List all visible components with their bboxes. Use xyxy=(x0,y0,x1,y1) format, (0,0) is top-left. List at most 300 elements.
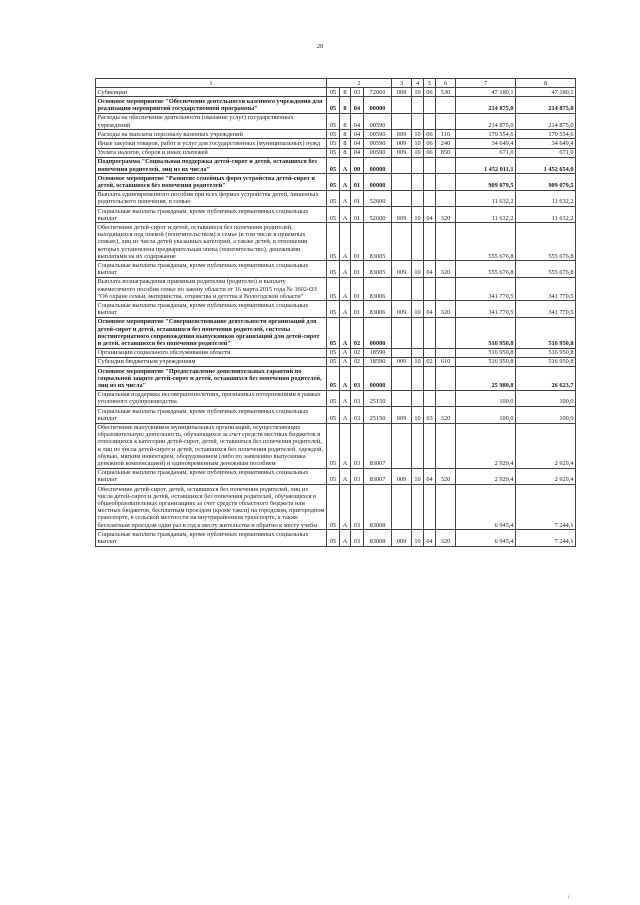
subsection-code-cell: 02 xyxy=(424,357,436,366)
subprogram-code-cell: А xyxy=(340,301,351,317)
table-row xyxy=(96,277,576,301)
subsection-code-cell: 03 xyxy=(424,407,436,423)
column-header: 3 xyxy=(392,79,412,88)
subprogram-code-cell: А xyxy=(340,317,351,348)
amount-year-1-cell: 25 980,8 xyxy=(456,367,516,391)
amount-year-1-cell: 11 632,2 xyxy=(456,190,516,206)
program-code-cell: 05 xyxy=(327,301,340,317)
section-code-cell: 10 xyxy=(412,261,424,277)
subprogram-code-cell: А xyxy=(340,530,351,546)
expense-type-code-cell: 320 xyxy=(436,301,456,317)
department-code-cell: 009 xyxy=(392,407,412,423)
program-code-cell: 05 xyxy=(327,407,340,423)
page-number: 20 xyxy=(316,43,324,50)
program-code-cell: 05 xyxy=(327,190,340,206)
department-code-cell xyxy=(392,423,412,468)
subsection-code-cell xyxy=(424,367,436,391)
table-row xyxy=(96,317,576,348)
direction-code-cell: 00000 xyxy=(364,367,392,391)
amount-year-2-cell: 100,0 xyxy=(516,407,576,423)
subprogram-code-cell: А xyxy=(340,207,351,223)
expense-type-code-cell xyxy=(436,390,456,406)
table-row xyxy=(96,148,576,157)
measure-code-cell: 01 xyxy=(351,277,364,301)
subsection-code-cell xyxy=(424,348,436,357)
amount-year-2-cell: 1 452 654,0 xyxy=(516,157,576,173)
program-code-cell: 05 xyxy=(327,207,340,223)
column-header: 5 xyxy=(424,79,436,88)
department-code-cell xyxy=(392,277,412,301)
section-code-cell xyxy=(412,97,424,113)
department-code-cell xyxy=(392,317,412,348)
department-code-cell: 009 xyxy=(392,148,412,157)
amount-year-1-cell: 2 929,4 xyxy=(456,423,516,468)
direction-code-cell: 25150 xyxy=(364,390,392,406)
expense-type-code-cell xyxy=(436,317,456,348)
amount-year-2-cell: 2 929,4 xyxy=(516,468,576,484)
subsection-code-cell xyxy=(424,485,436,530)
direction-code-cell: 83006 xyxy=(364,301,392,317)
amount-year-1-cell: 555 676,8 xyxy=(456,223,516,261)
amount-year-1-cell: 47 180,1 xyxy=(456,88,516,97)
amount-year-2-cell: 516 950,8 xyxy=(516,348,576,357)
name-cell: Социальные выплаты гражданам, кроме публичных нормативных социальных выплат xyxy=(96,301,327,317)
name-cell: Расходы на обеспечение деятельности (оказание услуг) государственных учреждений xyxy=(96,113,327,129)
amount-year-1-cell: 214 875,0 xyxy=(456,113,516,129)
program-code-cell: 05 xyxy=(327,139,340,148)
amount-year-2-cell: 179 554,6 xyxy=(516,130,576,139)
subprogram-code-cell: А xyxy=(340,390,351,406)
measure-code-cell: 02 xyxy=(351,317,364,348)
department-code-cell xyxy=(392,190,412,206)
table-row xyxy=(96,223,576,261)
budget-table xyxy=(95,78,576,547)
section-code-cell: 10 xyxy=(412,357,424,366)
direction-code-cell: 18590 xyxy=(364,348,392,357)
subsection-code-cell xyxy=(424,277,436,301)
department-code-cell: 009 xyxy=(392,530,412,546)
subsection-code-cell xyxy=(424,157,436,173)
direction-code-cell: 00000 xyxy=(364,97,392,113)
subsection-code-cell xyxy=(424,190,436,206)
table-row xyxy=(96,261,576,277)
expense-type-code-cell xyxy=(436,423,456,468)
section-code-cell xyxy=(412,190,424,206)
amount-year-2-cell: 671,0 xyxy=(516,148,576,157)
subprogram-code-cell: 8 xyxy=(340,97,351,113)
department-code-cell: 009 xyxy=(392,357,412,366)
direction-code-cell: 83008 xyxy=(364,530,392,546)
column-header: 8 xyxy=(516,79,576,88)
expense-type-code-cell: 320 xyxy=(436,207,456,223)
expense-type-code-cell: 320 xyxy=(436,530,456,546)
program-code-cell: 05 xyxy=(327,261,340,277)
section-code-cell xyxy=(412,223,424,261)
subprogram-code-cell: А xyxy=(340,223,351,261)
table-row xyxy=(96,485,576,530)
name-cell: Организации социального обслуживания области xyxy=(96,348,327,357)
section-code-cell xyxy=(412,277,424,301)
table-row xyxy=(96,97,576,113)
table-row xyxy=(96,174,576,190)
amount-year-1-cell: 555 676,8 xyxy=(456,261,516,277)
subprogram-code-cell: А xyxy=(340,174,351,190)
subprogram-code-cell: 8 xyxy=(340,88,351,97)
name-cell: Выплата вознаграждения приемным родителям (родителю) и выплату ежемесячного пособия семье по закону области от 16 марта 2015 года № 3602-ОЗ "Об охране семьи, материнства, отцовства и детства в Вологодской области" xyxy=(96,277,327,301)
measure-code-cell: 03 xyxy=(351,423,364,468)
measure-code-cell: 01 xyxy=(351,261,364,277)
name-cell: Социальные выплаты гражданам, кроме публичных нормативных социальных выплат xyxy=(96,468,327,484)
measure-code-cell: 03 xyxy=(351,468,364,484)
direction-code-cell: 00590 xyxy=(364,130,392,139)
section-code-cell xyxy=(412,174,424,190)
direction-code-cell: 00590 xyxy=(364,113,392,129)
department-code-cell: 009 xyxy=(392,88,412,97)
expense-type-code-cell: 530 xyxy=(436,88,456,97)
expense-type-code-cell xyxy=(436,223,456,261)
subsection-code-cell: 06 xyxy=(424,130,436,139)
direction-code-cell: 18590 xyxy=(364,357,392,366)
subsection-code-cell: 06 xyxy=(424,139,436,148)
direction-code-cell: 52600 xyxy=(364,207,392,223)
measure-code-cell: 03 xyxy=(351,390,364,406)
subsection-code-cell xyxy=(424,174,436,190)
program-code-cell: 05 xyxy=(327,468,340,484)
measure-code-cell: 02 xyxy=(351,357,364,366)
department-code-cell xyxy=(392,97,412,113)
subprogram-code-cell: А xyxy=(340,157,351,173)
name-cell: Социальные выплаты гражданам, кроме публичных нормативных социальных выплат xyxy=(96,207,327,223)
expense-type-code-cell: 610 xyxy=(436,357,456,366)
amount-year-1-cell: 6 945,4 xyxy=(456,530,516,546)
department-code-cell: 009 xyxy=(392,139,412,148)
amount-year-1-cell: 671,0 xyxy=(456,148,516,157)
table-row xyxy=(96,468,576,484)
amount-year-2-cell: 7 244,1 xyxy=(516,485,576,530)
amount-year-2-cell: 11 632,2 xyxy=(516,207,576,223)
table-row xyxy=(96,367,576,391)
section-code-cell xyxy=(412,157,424,173)
department-code-cell xyxy=(392,113,412,129)
amount-year-1-cell: 516 950,8 xyxy=(456,348,516,357)
department-code-cell: 009 xyxy=(392,468,412,484)
amount-year-1-cell: 100,0 xyxy=(456,407,516,423)
table-row xyxy=(96,530,576,546)
subsection-code-cell xyxy=(424,423,436,468)
name-cell: Основное мероприятие "Обеспечение деятельности казенного учреждения для реализации мероприятий государственной программы" xyxy=(96,97,327,113)
section-code-cell xyxy=(412,485,424,530)
department-code-cell xyxy=(392,485,412,530)
direction-code-cell: 00000 xyxy=(364,174,392,190)
department-code-cell xyxy=(392,174,412,190)
amount-year-2-cell: 214 875,0 xyxy=(516,113,576,129)
amount-year-1-cell: 341 770,5 xyxy=(456,277,516,301)
program-code-cell: 05 xyxy=(327,157,340,173)
table-row xyxy=(96,139,576,148)
direction-code-cell: 83006 xyxy=(364,277,392,301)
direction-code-cell: 52600 xyxy=(364,190,392,206)
section-code-cell xyxy=(412,113,424,129)
table-row xyxy=(96,207,576,223)
measure-code-cell: 01 xyxy=(351,207,364,223)
amount-year-2-cell: 555 676,8 xyxy=(516,223,576,261)
expense-type-code-cell xyxy=(436,190,456,206)
subsection-code-cell: 04 xyxy=(424,530,436,546)
expense-type-code-cell xyxy=(436,367,456,391)
amount-year-1-cell: 6 945,4 xyxy=(456,485,516,530)
program-code-cell: 05 xyxy=(327,130,340,139)
section-code-cell: 10 xyxy=(412,88,424,97)
amount-year-2-cell: 909 079,5 xyxy=(516,174,576,190)
expense-type-code-cell xyxy=(436,277,456,301)
column-header: 2 xyxy=(327,79,392,88)
table-row xyxy=(96,301,576,317)
expense-type-code-cell xyxy=(436,113,456,129)
department-code-cell: 009 xyxy=(392,261,412,277)
measure-code-cell: 03 xyxy=(351,485,364,530)
subprogram-code-cell: 8 xyxy=(340,130,351,139)
name-cell: Обеспечение выпускников муниципальных организаций, осуществляющих образовательную деятельность, обучающихся за счет средств местных бюджетов и относящихся к категории детей-сирот, детей, оставшихся без попечения родителей, и лиц из числа детей-сирот и детей, оставшихся без попечения родителей, одеждой, обувью, мягким инвентарем, оборудованием (либо по заявлению выпускника денежной компенсацией) и единовременным денежным пособием xyxy=(96,423,327,468)
expense-type-code-cell xyxy=(436,174,456,190)
measure-code-cell: 01 xyxy=(351,223,364,261)
table-row xyxy=(96,407,576,423)
table-row xyxy=(96,130,576,139)
direction-code-cell: 83008 xyxy=(364,485,392,530)
subprogram-code-cell: А xyxy=(340,423,351,468)
subsection-code-cell xyxy=(424,97,436,113)
section-code-cell: 10 xyxy=(412,207,424,223)
subprogram-code-cell: А xyxy=(340,190,351,206)
name-cell: Субсидии бюджетным учреждениям xyxy=(96,357,327,366)
expense-type-code-cell: 320 xyxy=(436,468,456,484)
section-code-cell: 10 xyxy=(412,468,424,484)
amount-year-1-cell: 179 554,6 xyxy=(456,130,516,139)
section-code-cell: 10 xyxy=(412,148,424,157)
subprogram-code-cell: А xyxy=(340,357,351,366)
column-header: 6 xyxy=(436,79,456,88)
name-cell: Обеспечение детей-сирот, детей, оставшихся без попечения родителей, лиц из числа детей-сирот и детей, оставшихся без попечения родителей, обучающихся в общеобразовательных организациях за счет средств областного бюджета или местных бюджетов, бесплатным проездом (кроме такси) на городском, пригородном транспорте, в сельской местности на внутрирайонном транспорте, а также бесплатным проездом один раз в год к месту жительства и обратно к месту учебы xyxy=(96,485,327,530)
table-row xyxy=(96,357,576,366)
subprogram-code-cell: 8 xyxy=(340,148,351,157)
name-cell: Субвенции xyxy=(96,88,327,97)
section-code-cell: 10 xyxy=(412,130,424,139)
expense-type-code-cell: 850 xyxy=(436,148,456,157)
direction-code-cell: 83007 xyxy=(364,468,392,484)
name-cell: Основное мероприятие "Развитие семейных форм устройства детей-сирот и детей, оставшихся без попечения родителей" xyxy=(96,174,327,190)
amount-year-1-cell: 34 649,4 xyxy=(456,139,516,148)
direction-code-cell: 83005 xyxy=(364,261,392,277)
column-header: 1 xyxy=(96,79,327,88)
name-cell: Социальные выплаты гражданам, кроме публичных нормативных социальных выплат xyxy=(96,530,327,546)
section-code-cell xyxy=(412,348,424,357)
program-code-cell: 05 xyxy=(327,485,340,530)
department-code-cell: 009 xyxy=(392,207,412,223)
subsection-code-cell: 04 xyxy=(424,468,436,484)
subsection-code-cell: 06 xyxy=(424,148,436,157)
program-code-cell: 05 xyxy=(327,174,340,190)
subprogram-code-cell: А xyxy=(340,367,351,391)
table-row xyxy=(96,390,576,406)
program-code-cell: 05 xyxy=(327,317,340,348)
amount-year-2-cell: 214 875,0 xyxy=(516,97,576,113)
expense-type-code-cell xyxy=(436,157,456,173)
direction-code-cell: 83007 xyxy=(364,423,392,468)
name-cell: Иные закупки товаров, работ и услуг для государственных (муниципальных) нужд xyxy=(96,139,327,148)
direction-code-cell: 72060 xyxy=(364,88,392,97)
subprogram-code-cell: А xyxy=(340,468,351,484)
measure-code-cell: 03 xyxy=(351,367,364,391)
section-code-cell xyxy=(412,390,424,406)
footer-mark: ı xyxy=(568,895,570,900)
subsection-code-cell xyxy=(424,223,436,261)
measure-code-cell: 00 xyxy=(351,157,364,173)
measure-code-cell: 04 xyxy=(351,139,364,148)
program-code-cell: 05 xyxy=(327,367,340,391)
subprogram-code-cell: А xyxy=(340,407,351,423)
direction-code-cell: 83005 xyxy=(364,223,392,261)
name-cell: Уплата налогов, сборов и иных платежей xyxy=(96,148,327,157)
expense-type-code-cell: 320 xyxy=(436,407,456,423)
section-code-cell: 10 xyxy=(412,530,424,546)
name-cell: Подпрограмма "Социальная поддержка детей-сирот и детей, оставшихся без попечения родителей, лиц из их числа" xyxy=(96,157,327,173)
amount-year-1-cell: 341 770,5 xyxy=(456,301,516,317)
name-cell: Социальные выплаты гражданам, кроме публичных нормативных социальных выплат xyxy=(96,261,327,277)
measure-code-cell: 01 xyxy=(351,190,364,206)
measure-code-cell: 04 xyxy=(351,130,364,139)
column-header: 4 xyxy=(412,79,424,88)
program-code-cell: 05 xyxy=(327,390,340,406)
name-cell: Основное мероприятие "Совершенствование деятельности организаций для детей-сирот и детей, оставшихся без попечения родителей, системы постинтернатного сопровождения выпускников организаций для детей-сирот и детей, оставшихся без попечения родителей" xyxy=(96,317,327,348)
section-code-cell: 10 xyxy=(412,301,424,317)
subprogram-code-cell: А xyxy=(340,261,351,277)
amount-year-2-cell: 2 929,4 xyxy=(516,423,576,468)
table-row xyxy=(96,423,576,468)
department-code-cell: 009 xyxy=(392,301,412,317)
amount-year-1-cell: 214 875,0 xyxy=(456,97,516,113)
department-code-cell xyxy=(392,157,412,173)
expense-type-code-cell xyxy=(436,348,456,357)
subsection-code-cell: 04 xyxy=(424,207,436,223)
column-header: 7 xyxy=(456,79,516,88)
program-code-cell: 05 xyxy=(327,88,340,97)
name-cell: Обеспечение детей-сирот и детей, оставшихся без попечения родителей, находящихся под опекой (попечительством) в семье (в том числе в приемных семьях), лиц из числа детей указанных категорий, а также детей, в отношении которых установлена предварительная опека (попечительство), денежными выплатами на их содержание xyxy=(96,223,327,261)
section-code-cell: 10 xyxy=(412,139,424,148)
subprogram-code-cell: А xyxy=(340,485,351,530)
direction-code-cell: 00000 xyxy=(364,317,392,348)
section-code-cell xyxy=(412,367,424,391)
program-code-cell: 05 xyxy=(327,348,340,357)
measure-code-cell: 03 xyxy=(351,407,364,423)
subsection-code-cell xyxy=(424,317,436,348)
program-code-cell: 05 xyxy=(327,530,340,546)
amount-year-1-cell: 909 079,5 xyxy=(456,174,516,190)
amount-year-2-cell: 516 950,8 xyxy=(516,357,576,366)
subsection-code-cell xyxy=(424,390,436,406)
table-row xyxy=(96,190,576,206)
amount-year-1-cell: 516 950,8 xyxy=(456,357,516,366)
name-cell: Социальная поддержка несовершеннолетних, признанных потерпевшими в рамках уголовного судопроизводства xyxy=(96,390,327,406)
amount-year-1-cell: 1 452 011,1 xyxy=(456,157,516,173)
table-row xyxy=(96,113,576,129)
amount-year-2-cell: 26 623,7 xyxy=(516,367,576,391)
measure-code-cell: 04 xyxy=(351,113,364,129)
section-code-cell: 10 xyxy=(412,407,424,423)
expense-type-code-cell: 110 xyxy=(436,130,456,139)
name-cell: Социальные выплаты гражданам, кроме публичных нормативных социальных выплат xyxy=(96,407,327,423)
subprogram-code-cell: 8 xyxy=(340,113,351,129)
subprogram-code-cell: А xyxy=(340,348,351,357)
amount-year-1-cell: 11 632,2 xyxy=(456,207,516,223)
section-code-cell xyxy=(412,317,424,348)
name-cell: Основное мероприятие "Предоставление дополнительных гарантий по социальной защите детей-сирот и детей, оставшихся без попечения родителей, лиц из их числа" xyxy=(96,367,327,391)
amount-year-2-cell: 47 180,1 xyxy=(516,88,576,97)
direction-code-cell: 00590 xyxy=(364,148,392,157)
direction-code-cell: 00000 xyxy=(364,157,392,173)
expense-type-code-cell xyxy=(436,485,456,530)
amount-year-1-cell: 516 950,8 xyxy=(456,317,516,348)
expense-type-code-cell: 240 xyxy=(436,139,456,148)
table-row xyxy=(96,157,576,173)
program-code-cell: 05 xyxy=(327,97,340,113)
table-row xyxy=(96,88,576,97)
department-code-cell xyxy=(392,223,412,261)
department-code-cell xyxy=(392,348,412,357)
program-code-cell: 05 xyxy=(327,113,340,129)
name-cell: Расходы на выплаты персоналу казенных учреждений xyxy=(96,130,327,139)
amount-year-1-cell: 100,0 xyxy=(456,390,516,406)
subsection-code-cell: 04 xyxy=(424,261,436,277)
subprogram-code-cell: А xyxy=(340,277,351,301)
subsection-code-cell xyxy=(424,113,436,129)
direction-code-cell: 25150 xyxy=(364,407,392,423)
measure-code-cell: 01 xyxy=(351,174,364,190)
amount-year-2-cell: 34 649,4 xyxy=(516,139,576,148)
amount-year-2-cell: 341 770,5 xyxy=(516,301,576,317)
department-code-cell xyxy=(392,390,412,406)
amount-year-2-cell: 341 770,5 xyxy=(516,277,576,301)
table-header-row xyxy=(96,79,576,88)
program-code-cell: 05 xyxy=(327,423,340,468)
department-code-cell xyxy=(392,367,412,391)
program-code-cell: 05 xyxy=(327,223,340,261)
measure-code-cell: 03 xyxy=(351,530,364,546)
measure-code-cell: 04 xyxy=(351,97,364,113)
subprogram-code-cell: 8 xyxy=(340,139,351,148)
program-code-cell: 05 xyxy=(327,357,340,366)
subsection-code-cell: 06 xyxy=(424,88,436,97)
subsection-code-cell: 04 xyxy=(424,301,436,317)
program-code-cell: 05 xyxy=(327,277,340,301)
expense-type-code-cell: 320 xyxy=(436,261,456,277)
program-code-cell: 05 xyxy=(327,148,340,157)
measure-code-cell: 04 xyxy=(351,148,364,157)
section-code-cell xyxy=(412,423,424,468)
measure-code-cell: 02 xyxy=(351,348,364,357)
amount-year-2-cell: 7 244,1 xyxy=(516,530,576,546)
name-cell: Выплата единовременного пособия при всех формах устройства детей, лишенных родительского попечения, в семью xyxy=(96,190,327,206)
table-row xyxy=(96,348,576,357)
amount-year-2-cell: 516 950,8 xyxy=(516,317,576,348)
amount-year-2-cell: 11 632,2 xyxy=(516,190,576,206)
department-code-cell: 009 xyxy=(392,130,412,139)
amount-year-2-cell: 555 676,8 xyxy=(516,261,576,277)
measure-code-cell: 03 xyxy=(351,88,364,97)
measure-code-cell: 01 xyxy=(351,301,364,317)
direction-code-cell: 00590 xyxy=(364,139,392,148)
amount-year-2-cell: 100,0 xyxy=(516,390,576,406)
expense-type-code-cell xyxy=(436,97,456,113)
amount-year-1-cell: 2 929,4 xyxy=(456,468,516,484)
